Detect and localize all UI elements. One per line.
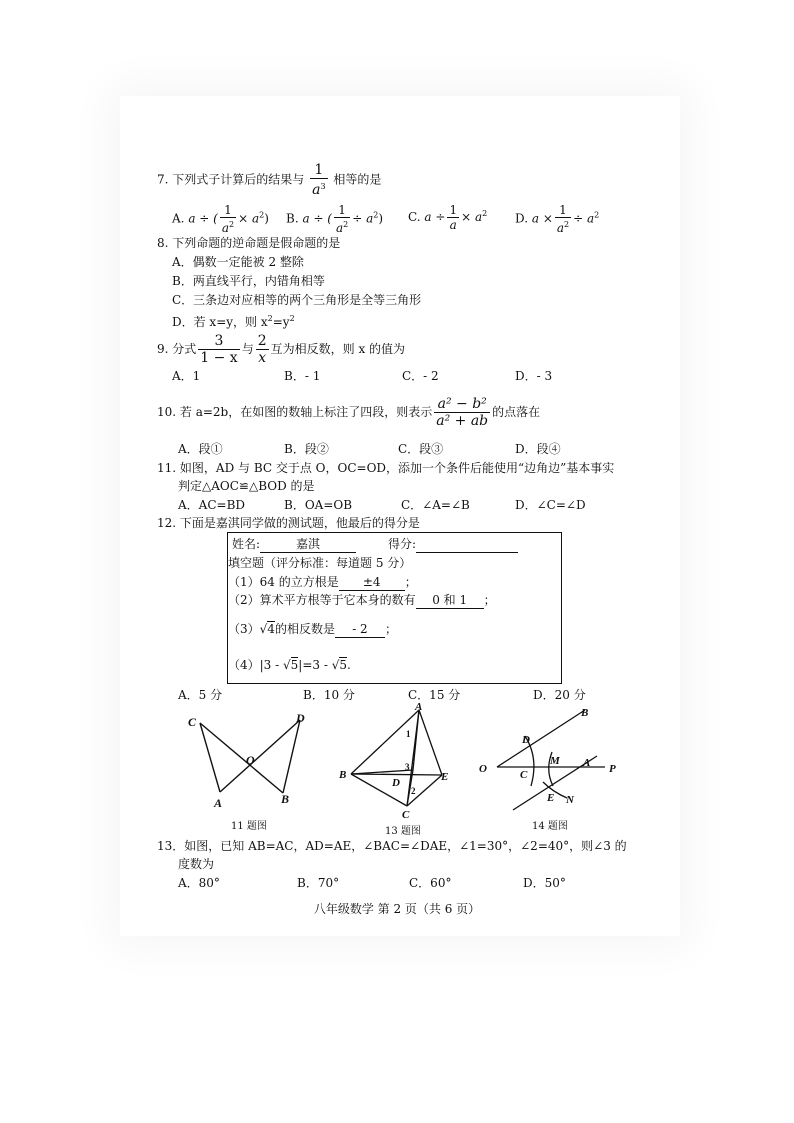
q13-line1: 13．如图，已知 AB=AC，AD=AE，∠BAC=∠DAE，∠1=30°，∠2=40°，则∠3 的 <box>157 839 627 853</box>
fig13-label-a: A <box>415 701 423 713</box>
q8-option-b: B．两直线平行，内错角相等 <box>172 274 325 288</box>
fig14-label-p: P <box>609 763 616 775</box>
q9-option-d: D．- 3 <box>515 369 553 383</box>
fig14-label-e: E <box>547 792 555 804</box>
fig11-label-b: B <box>281 792 290 806</box>
q10-option-a: A．段① <box>178 442 223 456</box>
fig11-caption: 11 题图 <box>231 821 267 832</box>
q10-stem: 10. 若 a=2b，在如图的数轴上标注了四段，则表示 $\frac{\text{a² − b²}}{\text{a² + ab}}$ 的点落在 <box>157 396 541 429</box>
q11-option-d: D．∠C=∠D <box>515 498 586 512</box>
q8-stem: 8. 下列命题的逆命题是假命题的是 <box>157 236 341 250</box>
q7-option-a: A. a ÷ ( $\frac{1}{a^2}$ × $a^2$) <box>172 203 269 235</box>
q11-line2: 判定△AOC≌△BOD 的是 <box>178 479 315 493</box>
q12-option-d: D．20 分 <box>533 688 586 702</box>
q8-option-d: D．若 x=y，则 $x^2=y^2$ <box>172 314 295 329</box>
fig13-line-be <box>351 774 442 775</box>
fig14-label-d: D <box>522 734 530 746</box>
fig14-ray-ob <box>497 710 585 767</box>
fig11-line-ca <box>200 723 220 792</box>
fig14-label-a: A <box>583 757 591 769</box>
q7-option-d: D. a × $\frac{1}{a^2}$ ÷ $a^2$ <box>515 203 600 235</box>
fig13-angle-2: 2 <box>411 786 416 796</box>
fig13-angle-3: 3 <box>405 762 410 772</box>
q12-item-2: （2）算术平方根等于它本身的数有 0 和 1 ； <box>228 593 496 607</box>
q11-line1: 11. 如图，AD 与 BC 交于点 O，OC=OD，添加一个条件后能使用“边角边”基本事实 <box>157 461 615 475</box>
fig11-label-o: O <box>246 753 255 767</box>
q11-option-c: C．∠A=∠B <box>401 498 470 512</box>
fig11-line-ad <box>220 720 300 792</box>
fig14-label-b: B <box>581 707 589 719</box>
q12-item-3: （3）√4的相反数是 - 2 ； <box>228 622 397 636</box>
q7-option-c: C. a ÷ $\frac{1}{a}$ × $a^2$ <box>408 203 488 232</box>
fig13-caption: 13 题图 <box>385 826 421 837</box>
q12-option-b: B．10 分 <box>303 688 355 702</box>
q12-name-row: 姓名: 嘉淇 <box>232 536 356 553</box>
q10-option-d: D．段④ <box>515 442 561 456</box>
q12-score-row: 得分: <box>388 536 518 553</box>
q8-option-c: C．三条边对应相等的两个三角形是全等三角形 <box>172 293 422 307</box>
q13-option-d: D．50° <box>523 876 566 890</box>
fig14-caption: 14 题图 <box>532 821 568 832</box>
fig14-label-c: C <box>520 769 528 781</box>
figure-11 <box>180 708 310 828</box>
q9-option-a: A．1 <box>172 369 201 383</box>
q12-stem: 12. 下面是嘉淇同学做的测试题，他最后的得分是 <box>157 516 420 530</box>
fig13-label-d: D <box>392 777 400 789</box>
page-footer: 八年级数学 第 2 页（共 6 页） <box>313 902 481 916</box>
q12-item-4: （4）|3 - √5|=3 - √5. <box>228 658 351 672</box>
q8-option-a: A．偶数一定能被 2 整除 <box>172 255 304 269</box>
q7-option-b: B. a ÷ ( $\frac{1}{a^2}$ ÷ $a^2$) <box>286 203 384 235</box>
q13-option-b: B．70° <box>297 876 340 890</box>
q10-option-c: C．段③ <box>398 442 444 456</box>
q11-option-b: B．OA=OB <box>284 498 353 512</box>
q7-stem: 7. 下列式子计算后的结果与 $\frac{1}{a^3}$ 相等的是 <box>157 162 382 198</box>
q13-option-a: A．80° <box>178 876 220 890</box>
q12-option-a: A．5 分 <box>178 688 223 702</box>
fig11-label-c: C <box>188 715 197 729</box>
q10-option-b: B．段② <box>284 442 329 456</box>
fig13-line-bd <box>351 770 413 774</box>
fig13-line-ae <box>419 710 442 775</box>
fig13-angle-1: 1 <box>406 729 411 739</box>
fig13-label-e: E <box>441 771 449 783</box>
fig13-line-ad <box>413 710 419 770</box>
fig14-label-o: O <box>479 763 487 775</box>
q12-section-title: 填空题（评分标准：每道题 5 分） <box>228 556 412 570</box>
q9-option-c: C．- 2 <box>402 369 439 383</box>
fig14-label-n: N <box>566 794 574 806</box>
q7-fraction: $\frac{1}{a^3}$ <box>312 162 326 198</box>
q9-option-b: B．- 1 <box>284 369 321 383</box>
fig11-line-cb <box>200 723 283 793</box>
q12-item-1: （1）64 的立方根是 ±4 ； <box>228 575 417 589</box>
figure-13 <box>335 700 460 822</box>
q13-option-c: C．60° <box>409 876 452 890</box>
fig13-label-c: C <box>402 809 410 821</box>
q12-option-c: C．15 分 <box>408 688 461 702</box>
fig14-label-m: M <box>550 755 560 767</box>
fig11-label-a: A <box>214 796 223 810</box>
figure-14 <box>475 700 625 816</box>
fig11-label-d: D <box>296 711 305 725</box>
fig13-label-b: B <box>339 769 347 781</box>
q9-stem: 9. 分式 $\frac{3}{1 - x}$ 与 $\frac{2}{x}$ 互为相反数，则 x 的值为 <box>157 333 406 366</box>
q11-option-a: A．AC=BD <box>178 498 246 512</box>
fig11-line-db <box>283 720 300 793</box>
q13-line2: 度数为 <box>178 857 215 871</box>
